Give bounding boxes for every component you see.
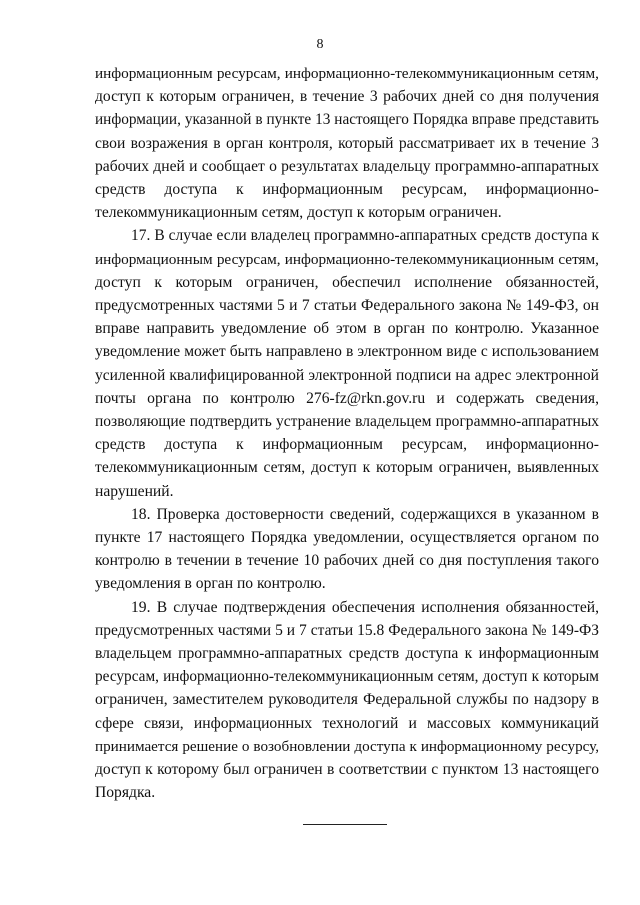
text-line: информации, указанной в пункте 13 настоящего Порядка вправе представить: [95, 111, 599, 129]
text-line: 19. В случае подтверждения обеспечения исполнения обязанностей,: [131, 598, 599, 616]
paragraph-item-19: [95, 596, 599, 805]
text-line: ограничен, заместителем руководителя Федеральной службы по надзору в: [95, 691, 599, 709]
text-line: доступ к которому был ограничен в соответствии с пунктом 13 настоящего: [95, 761, 599, 779]
text-line: усиленной квалифицированной электронной подписи на адрес электронной: [95, 366, 599, 384]
text-line: владельцем программно-аппаратных средств доступа к информационным: [95, 645, 599, 663]
text-line: свои возражения в орган контроля, который рассматривает их в течение 3: [95, 134, 599, 152]
text-line: информационным ресурсам, информационно-телекоммуникационным сетям,: [95, 65, 599, 82]
text-line: уведомление может быть направлено в электронном виде с использованием: [95, 343, 599, 361]
text-line: принимается решение о возобновлении доступа к информационному ресурсу,: [95, 737, 599, 755]
document-body: [95, 62, 599, 805]
text-line: телекоммуникационным сетям, доступ к которым ограничен, выявленных: [95, 459, 599, 477]
text-line: предусмотренных частями 5 и 7 статьи Федерального закона № 149-ФЗ, он: [95, 297, 599, 315]
text-line: доступ к которым ограничен, в течение 3 рабочих дней со дня получения: [95, 88, 599, 106]
text-line: уведомления в орган по контролю.: [95, 575, 326, 593]
paragraph-item-17: [95, 224, 599, 502]
text-line: средств доступа к информационным ресурсам, информационно-: [95, 436, 599, 454]
paragraph-item-18: [95, 503, 599, 596]
text-line: вправе направить уведомление об этом в орган по контролю. Указанное: [95, 320, 599, 338]
text-line: 17. В случае если владелец программно-аппаратных средств доступа к: [131, 227, 599, 245]
text-line: телекоммуникационным сетям, доступ к которым ограничен.: [95, 204, 502, 222]
text-line: сфере связи, информационных технологий и массовых коммуникаций: [95, 714, 599, 732]
text-line: нарушений.: [95, 482, 174, 500]
text-line: позволяющие подтвердить устранение владельцем программно-аппаратных: [95, 413, 599, 431]
text-line: 18. Проверка достоверности сведений, содержащихся в указанном в: [131, 505, 599, 523]
text-line: информационным ресурсам, информационно-телекоммуникационным сетям,: [95, 250, 599, 268]
paragraph-continuation: [95, 62, 599, 224]
text-line: ресурсам, информационно-телекоммуникационным сетям, доступ к которым: [95, 668, 599, 686]
text-line: пункте 17 настоящего Порядка уведомлении, осуществляется органом по: [95, 529, 599, 547]
text-line: контролю в течении в течение 10 рабочих дней со дня поступления такого: [95, 552, 599, 570]
page-number: 8: [316, 37, 324, 52]
text-line: рабочих дней и сообщает о результатах владельцу программно-аппаратных: [95, 157, 599, 175]
text-line: предусмотренных частями 5 и 7 статьи 15.8 Федерального закона № 149-ФЗ: [95, 621, 599, 639]
footer-divider: [303, 824, 387, 825]
text-line: средств доступа к информационным ресурсам, информационно-: [95, 181, 599, 199]
text-line: Порядка.: [95, 784, 156, 802]
text-line: доступ к которым ограничен, обеспечил исполнение обязанностей,: [95, 273, 599, 291]
text-line: почты органа по контролю 276-fz@rkn.gov.ru и содержать сведения,: [95, 389, 599, 407]
